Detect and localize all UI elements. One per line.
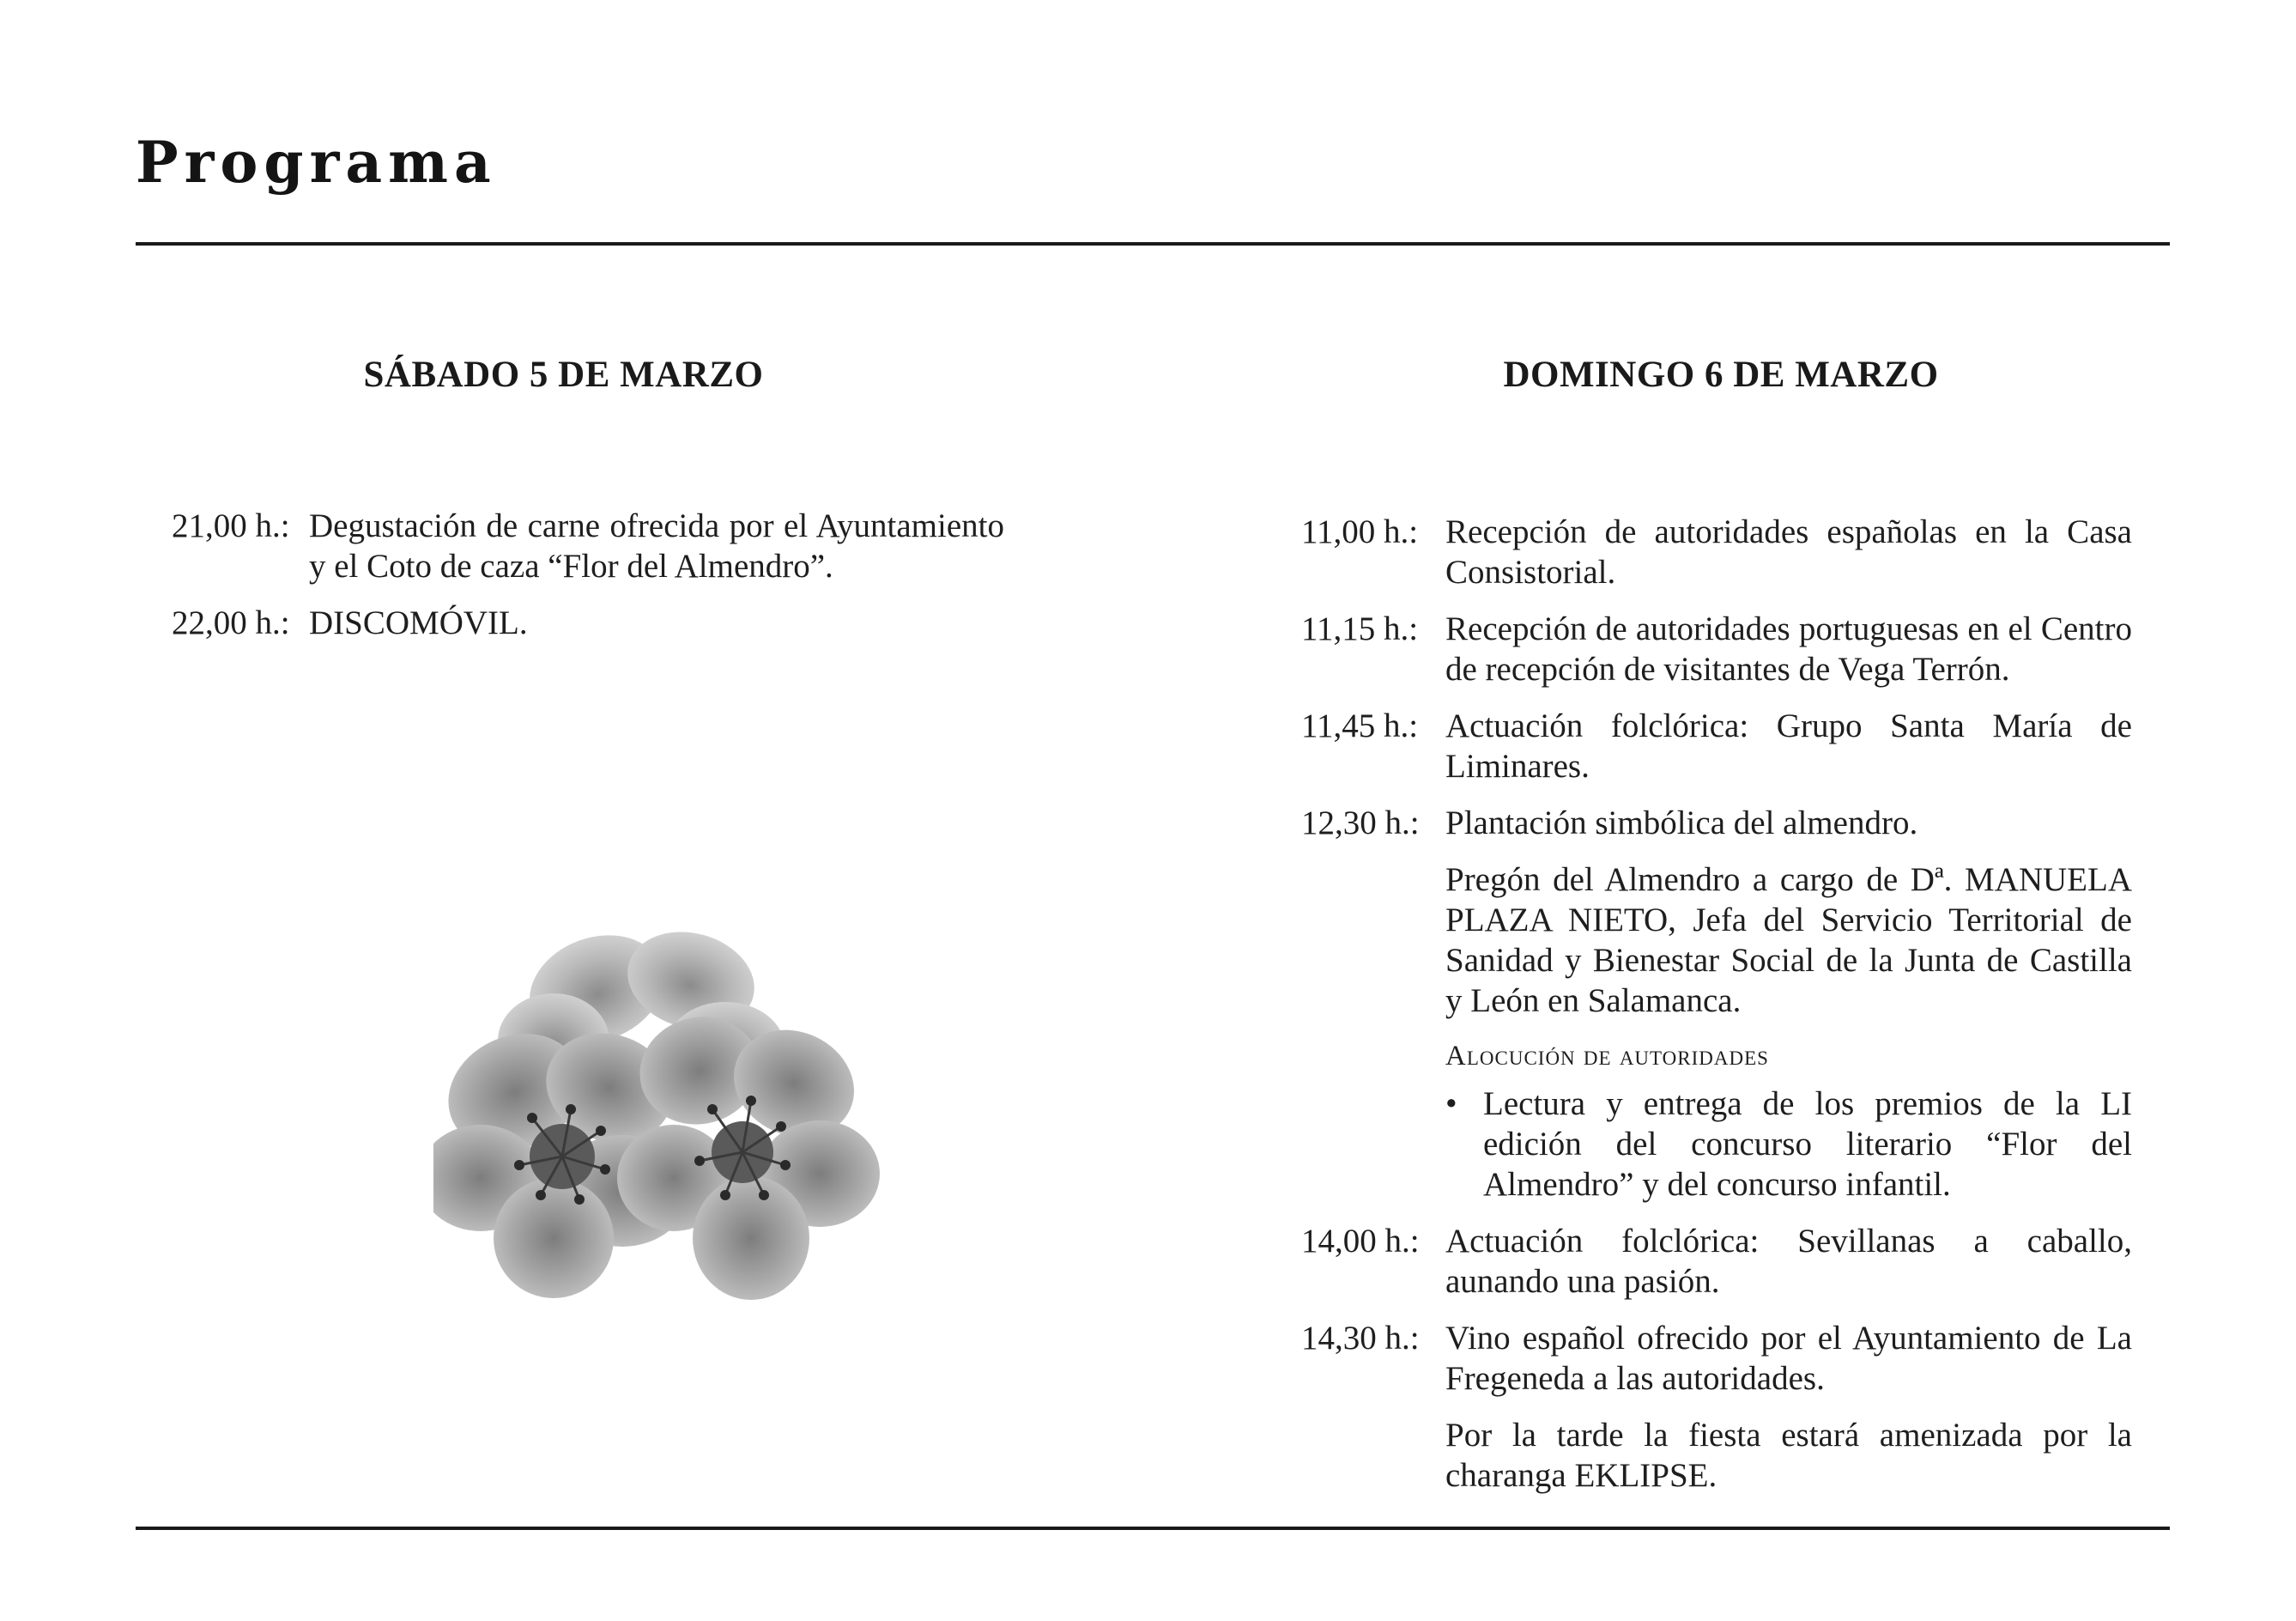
saturday-events: [172, 506, 1004, 643]
saturday-heading: SÁBADO 5 DE MARZO: [363, 355, 764, 395]
event-description: Recepción de autoridades portuguesas en el Centro de recepción de visitantes de Vega Terrón.: [1445, 610, 2132, 688]
event-description: DISCOMÓVIL.: [309, 604, 528, 641]
event-item: [172, 506, 1004, 586]
bullet-text: Lectura y entrega de los premios de la LI edición del concurso literario “Flor del Almendro” y del concurso infantil.: [1483, 1085, 2132, 1203]
event-item: [1301, 609, 2132, 689]
almond-blossom-illustration: [433, 912, 880, 1324]
event-item: [1301, 706, 2132, 786]
event-description: Actuación folclórica: Sevillanas a caballo, aunando una pasión.: [1445, 1223, 2132, 1300]
closing-paragraph: Por la tarde la fiesta estará amenizada por la charanga EKLIPSE.: [1445, 1417, 2132, 1494]
sunday-heading: DOMINGO 6 DE MARZO: [1503, 355, 1939, 395]
bottom-divider: [136, 1527, 2170, 1530]
page-title: Programa: [136, 129, 497, 196]
event-description: Plantación simbólica del almendro.: [1445, 804, 1918, 841]
event-time: 12,30 h.:: [1301, 804, 1420, 841]
event-time: 11,00 h.:: [1301, 513, 1419, 550]
event-description: Recepción de autoridades españolas en la Casa Consistorial.: [1445, 513, 2132, 591]
event-time: 14,30 h.:: [1301, 1320, 1420, 1357]
list-item: [1439, 1084, 2132, 1205]
top-divider: [136, 242, 2170, 246]
alocucion-heading: Alocución de autoridades: [1445, 1041, 1769, 1072]
almond-blossom-icon: [433, 912, 880, 1324]
event-item: [1301, 1221, 2132, 1302]
sunday-events: [1301, 512, 2132, 1496]
event-time: 21,00 h.:: [172, 507, 290, 544]
event-description: Actuación folclórica: Grupo Santa María de Liminares.: [1445, 707, 2132, 785]
event-item: [172, 603, 1004, 643]
event-time: 11,15 h.:: [1301, 610, 1419, 647]
event-item: [1301, 803, 2132, 843]
bullet-icon: •: [1445, 1085, 1457, 1122]
event-time: 14,00 h.:: [1301, 1223, 1420, 1260]
pregon-paragraph: Pregón del Almendro a cargo de Dª. MANUELA PLAZA NIETO, Jefa del Servicio Territorial de Sanidad y Bienestar Social de la Junta de Castilla y León en Salamanca.: [1445, 861, 2132, 1019]
event-item: [1301, 512, 2132, 592]
saturday-column: [172, 354, 1004, 659]
sunday-column: [1301, 354, 2132, 1512]
event-description: Degustación de carne ofrecida por el Ayuntamiento y el Coto de caza “Flor del Almendro”.: [309, 507, 1004, 585]
event-description: Vino español ofrecido por el Ayuntamiento de La Fregeneda a las autoridades.: [1445, 1320, 2132, 1397]
event-item: [1301, 1318, 2132, 1399]
event-time: 11,45 h.:: [1301, 707, 1419, 744]
event-time: 22,00 h.:: [172, 604, 290, 641]
